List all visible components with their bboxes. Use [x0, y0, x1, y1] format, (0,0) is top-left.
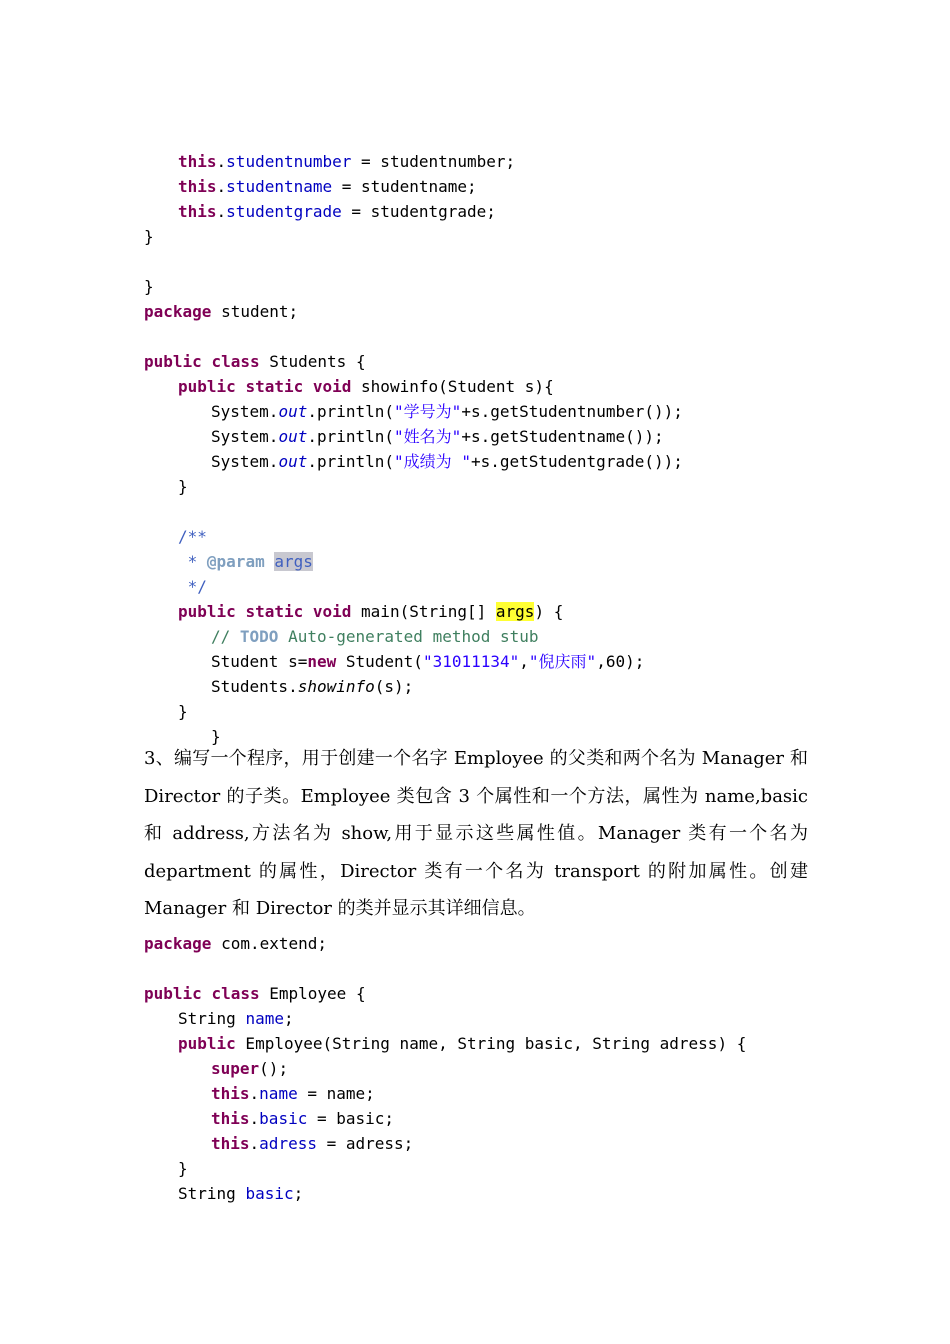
code-line: System.out.println("姓名为"+s.getStudentname()); — [211, 427, 664, 446]
code-block-employee — [144, 931, 746, 1206]
exercise-paragraph: 3、编写一个程序，用于创建一个名字 Employee 的父类和两个名为 Manager 和 Director 的子类。Employee 类包含 3 个属性和一个方法，属性为 name,basic 和 address,方法名为 show,用于显示这些属性值。Manager 类有一个名为 department 的属性，Director 类有一个名为 transport 的附加属性。创建 Manager 和 Director 的类并显示其详细信息。 — [144, 748, 808, 919]
code-line: this.studentname = studentname; — [178, 177, 477, 196]
code-line: System.out.println("成绩为 "+s.getStudentgrade()); — [211, 452, 683, 471]
code-line: Students.showinfo(s); — [211, 677, 414, 696]
code-line: this.studentgrade = studentgrade; — [178, 202, 496, 221]
code-line-javadoc: /** — [178, 527, 207, 546]
code-line: } — [178, 477, 188, 496]
code-line: public static void main(String[] args) { — [178, 602, 564, 621]
code-line-blank — [144, 956, 746, 981]
code-line: Student s=new Student("31011134","倪庆雨",60); — [211, 652, 645, 671]
code-line: public class Students { — [144, 352, 366, 371]
code-line: System.out.println("学号为"+s.getStudentnumber()); — [211, 402, 683, 421]
code-line: super(); — [211, 1059, 289, 1078]
code-line-javadoc: */ — [178, 577, 207, 596]
code-line: this.adress = adress; — [211, 1134, 414, 1153]
code-line: } — [144, 277, 154, 296]
code-line: String basic; — [178, 1184, 304, 1203]
code-line-blank — [144, 324, 683, 349]
code-line: this.basic = basic; — [211, 1109, 395, 1128]
code-line: } — [144, 227, 154, 246]
code-line: } — [211, 727, 221, 746]
code-line: package com.extend; — [144, 934, 328, 953]
code-line: public class Employee { — [144, 984, 366, 1003]
code-line: String name; — [178, 1009, 294, 1028]
code-line: public Employee(String name, String basic, String adress) { — [178, 1034, 747, 1053]
code-line: } — [178, 1159, 188, 1178]
code-line: public static void showinfo(Student s){ — [178, 377, 554, 396]
code-line: this.name = name; — [211, 1084, 375, 1103]
code-line: package student; — [144, 302, 299, 321]
code-line: this.studentnumber = studentnumber; — [178, 152, 516, 171]
code-block-students — [144, 149, 683, 749]
code-line: } — [178, 702, 188, 721]
code-line-blank — [144, 499, 683, 524]
code-line-blank — [144, 249, 683, 274]
code-line-comment: // TODO Auto-generated method stub — [211, 627, 539, 646]
code-line-javadoc: * @param args — [178, 552, 313, 571]
